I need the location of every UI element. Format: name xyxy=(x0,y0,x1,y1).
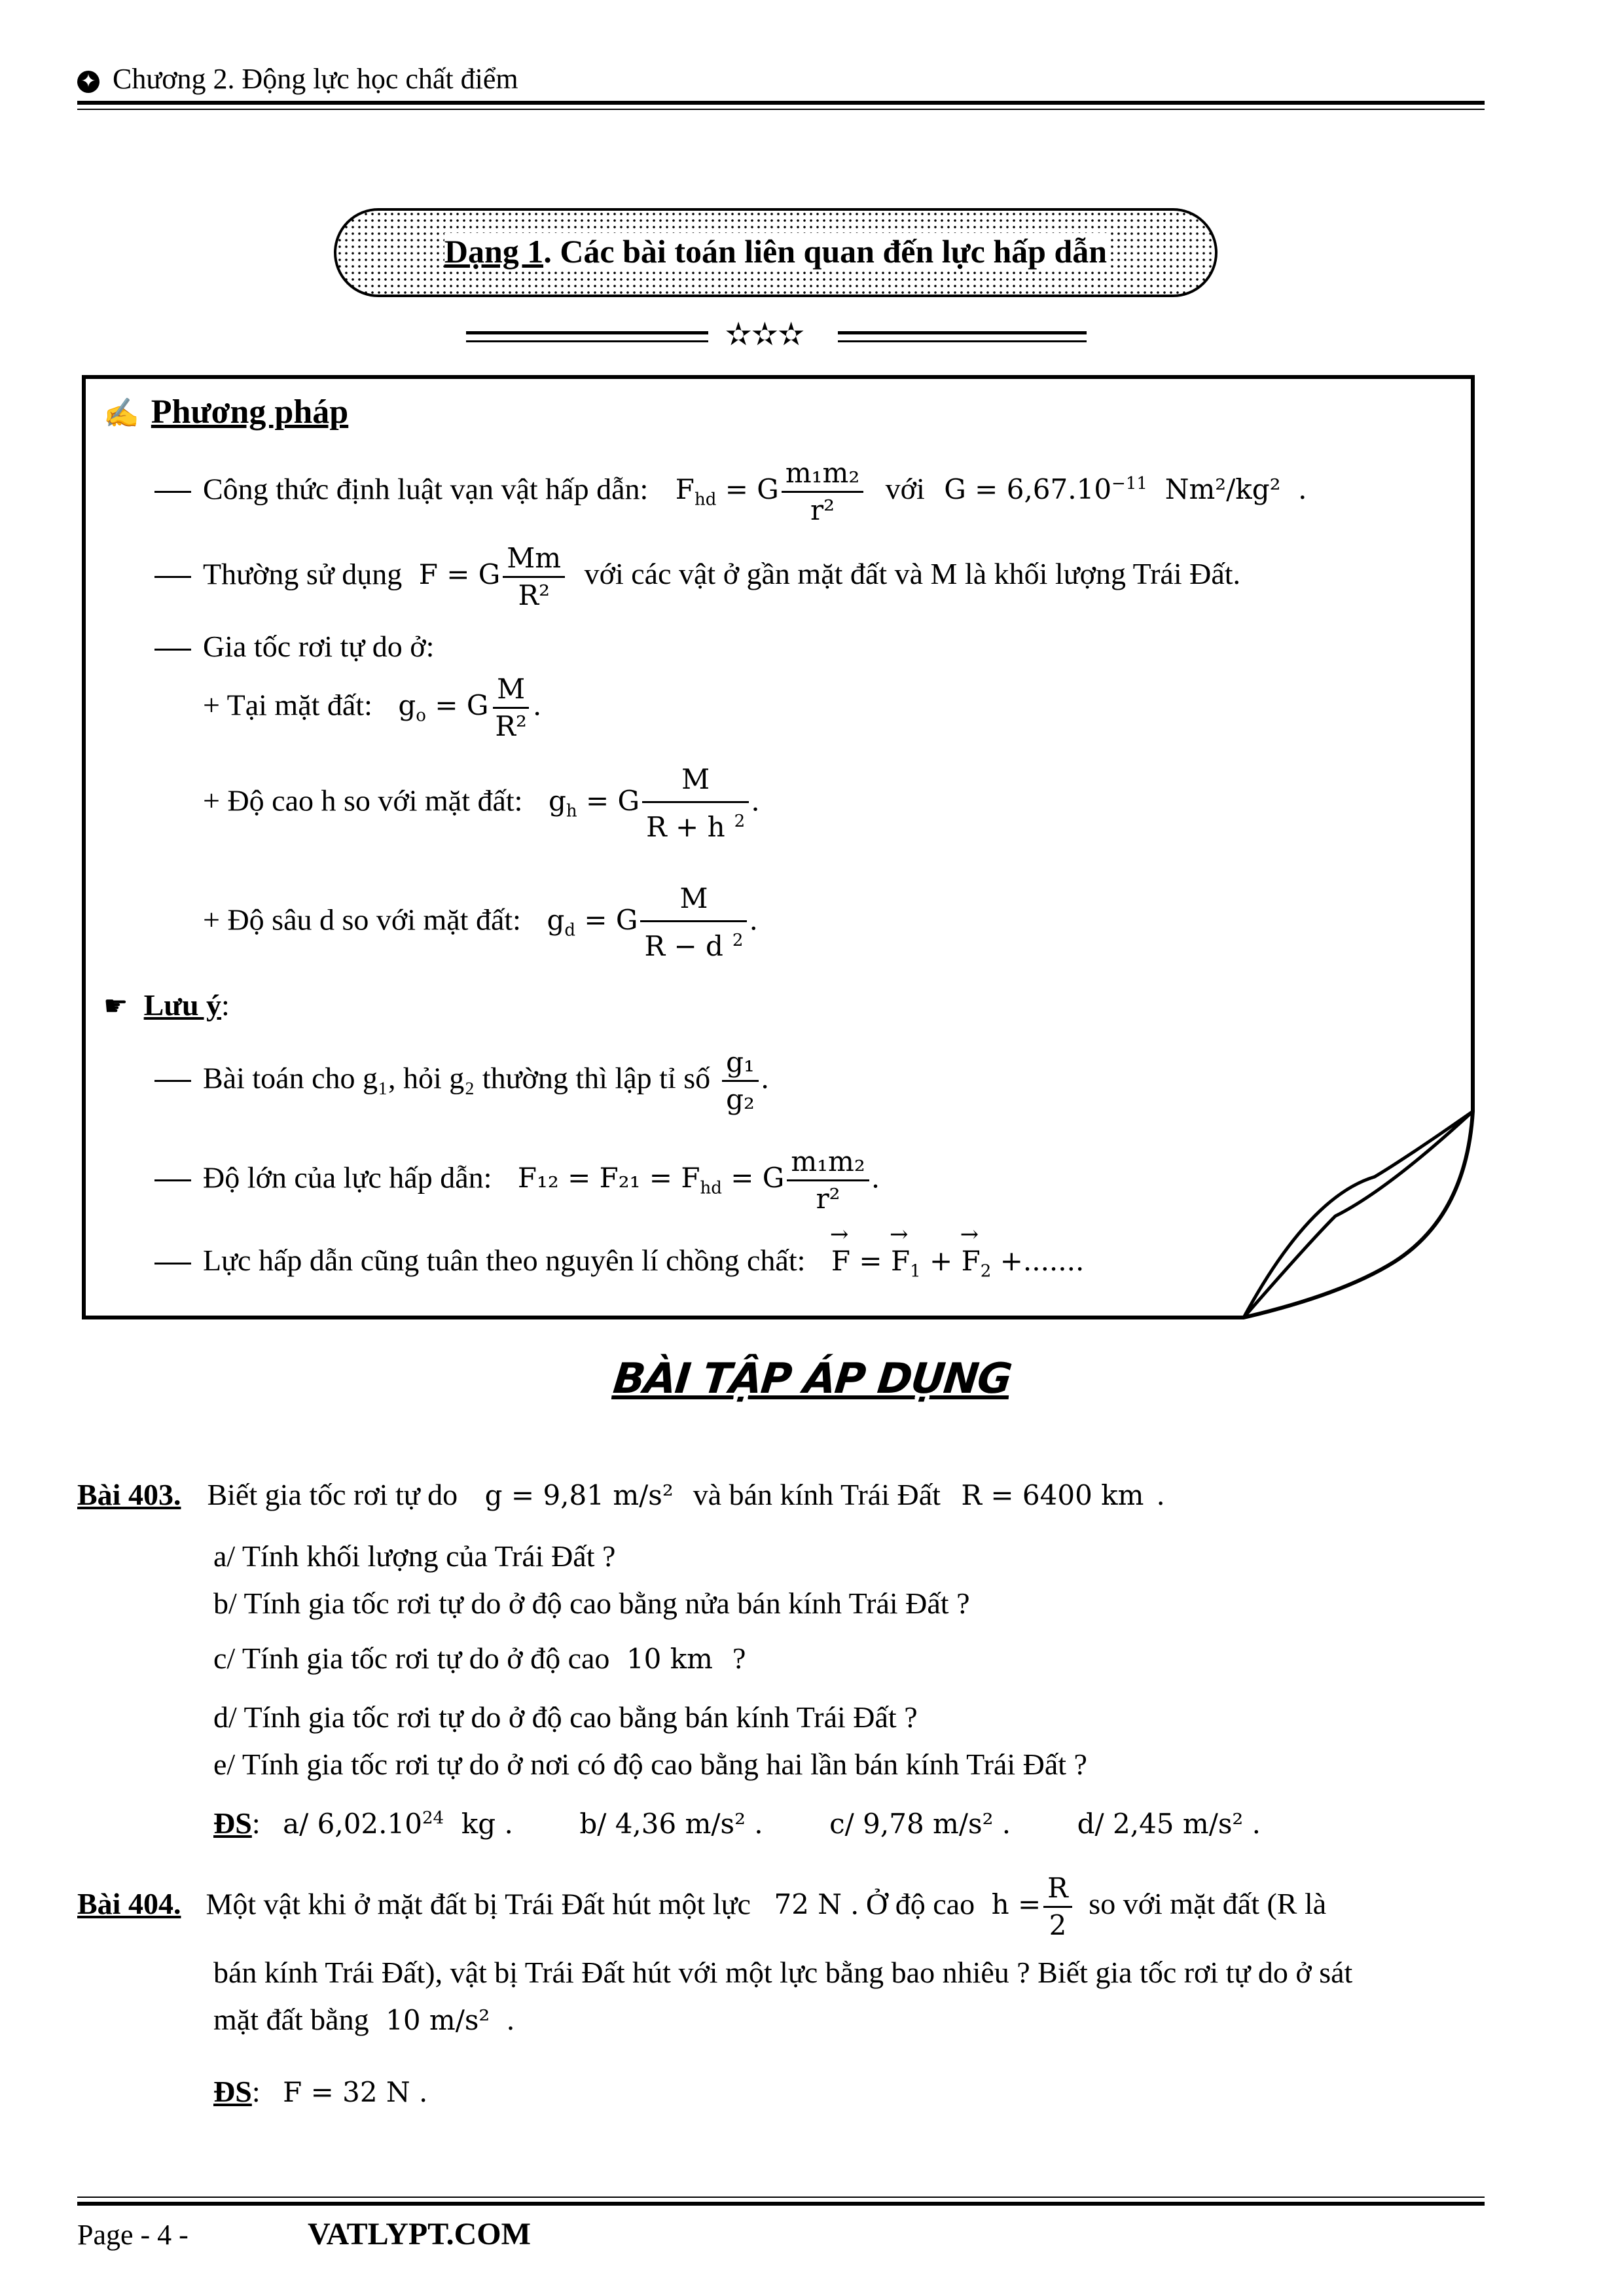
vector-F: → F xyxy=(831,1246,850,1277)
footer-site: VATLYPT.COM xyxy=(308,2217,531,2251)
fraction: $\frac{\text{m₁m₂}}{\text{r²}}$ xyxy=(782,458,863,526)
dang-label: Dạng 1 xyxy=(444,233,544,270)
hand-pencil-icon: ✍ xyxy=(103,397,139,429)
header-rule-thin xyxy=(77,109,1485,110)
bai404-line2: bán kính Trái Đất), vật bị Trái Đất hút với một lực bằng bao nhiêu ? Biết gia tốc rơi tự do ở sát xyxy=(213,1956,1353,1989)
fraction: $\frac{\text{m₁m₂}}{\text{r²}}$ xyxy=(787,1147,869,1214)
fraction: $\frac{M}{R - d ^2}$ xyxy=(640,884,747,961)
stars-rule-left-b xyxy=(466,340,708,342)
bai404-line1: Bài 404. Một vật khi ở mặt đất bị Trái Đất hút một lực 72 N . Ở độ cao h = $\frac{R}{2}$ so với mặt đất (R là xyxy=(77,1872,1327,1942)
note-line-superposition: Lực hấp dẫn cũng tuân theo nguyên lí chồng chất: → F = → $F_1$ + → $F_2$ +....... xyxy=(154,1244,1084,1278)
bai403-c: c/ Tính gia tốc rơi tự do ở độ cao 10 km ? xyxy=(213,1641,746,1675)
footer-page-number: Page - 4 - xyxy=(77,2219,189,2251)
fraction: $\frac{R}{2}$ xyxy=(1043,1873,1072,1941)
chapter-title: Chương 2. Động lực học chất điểm xyxy=(113,63,518,95)
fraction: $\frac{\text{g₁}}{\text{g₂}}$ xyxy=(722,1047,759,1115)
fraction: $\frac{M}{R + h ^2}$ xyxy=(642,764,749,842)
method-line-gd: + Độ sâu d so với mặt đất: $g_d = G$ $\frac{M}{R - d ^2}$ . xyxy=(203,882,757,963)
note-heading: ☛ Lưu ý: xyxy=(103,988,230,1022)
method-line-gh: + Độ cao h so với mặt đất: $g_h = G$ $\frac{M}{R + h ^2}$ . xyxy=(203,763,759,844)
bai403-intro: Bài 403. Biết gia tốc rơi tự do g = 9,81 m/s² và bán kính Trái Đất R = 6400 km . xyxy=(77,1478,1164,1511)
method-line-surface-force: Thường sử dụng F = G $\frac{Mm}{\text{R²}}$ với các vật ở gần mặt đất và M là khối lượng Trái Đất. xyxy=(154,543,1240,611)
fraction: $\frac{Mm}{\text{R²}}$ xyxy=(503,543,565,611)
bai403-label: Bài 403. xyxy=(77,1478,181,1511)
stars-rule-right-b xyxy=(838,340,1087,342)
footer-rule-thick xyxy=(77,2202,1485,2206)
bai404-line3: mặt đất bằng 10 m/s² . xyxy=(213,2003,514,2036)
chapter-header xyxy=(77,63,518,96)
fraction: $\frac{M}{\text{R²}}$ xyxy=(491,674,530,742)
vector-F1: → $F_1$ xyxy=(891,1246,921,1277)
pointing-hand-icon: ☛ xyxy=(103,992,128,1022)
note-line-magnitude: Độ lớn của lực hấp dẫn: $F_{12} = F_{21} = F_{hd} = G$ $\frac{\text{m₁m₂}}{\text{r²}}$ . xyxy=(154,1147,879,1214)
section-title: BÀI TẬP ÁP DỤNG xyxy=(611,1355,1013,1403)
bai403-d: d/ Tính gia tốc rơi tự do ở độ cao bằng bán kính Trái Đất ? xyxy=(213,1700,918,1734)
stars-rule-right-a xyxy=(838,331,1087,334)
bai403-e: e/ Tính gia tốc rơi tự do ở nơi có độ cao bằng hai lần bán kính Trái Đất ? xyxy=(213,1748,1087,1781)
method-line-free-fall: Gia tốc rơi tự do ở: xyxy=(154,630,434,664)
star-circle-icon: ✦ xyxy=(77,71,99,93)
method-line-g0: + Tại mặt đất: $g_o = G$ $\frac{M}{\text{R²}}$ . xyxy=(203,673,541,743)
bai403-answer: ĐS: a/ 6,02.10$^{24}$ kg . b/ 4,36 m/s² . c/ 9,78 m/s² . d/ 2,45 m/s² . xyxy=(213,1806,1261,1840)
header-rule-thick xyxy=(77,101,1485,105)
bai403-a: a/ Tính khối lượng của Trái Đất ? xyxy=(213,1539,616,1573)
vector-F2: → $F_2$ xyxy=(962,1246,992,1277)
bai404-answer: ĐS: F = 32 N . xyxy=(213,2075,428,2108)
stars-divider: ✫✫✫ xyxy=(725,317,804,352)
bai403-b: b/ Tính gia tốc rơi tự do ở độ cao bằng nửa bán kính Trái Đất ? xyxy=(213,1587,970,1620)
dang-banner xyxy=(334,208,1218,297)
dang-title: . Các bài toán liên quan đến lực hấp dẫn xyxy=(543,233,1108,270)
bai404-label: Bài 404. xyxy=(77,1887,181,1921)
stars-rule-left-a xyxy=(466,331,708,334)
note-line-ratio: Bài toán cho g₁, hỏi g₂ thường thì lập tỉ số $\frac{\text{g₁}}{\text{g₂}}$ . xyxy=(154,1047,768,1115)
footer-rule-thin xyxy=(77,2197,1485,2198)
method-line-formula: Công thức định luật vạn vật hấp dẫn: $F_{hd} = G$ $\frac{\text{m₁m₂}}{\text{r²}}$ với $G = 6,67.10^{-11}$ Nm²/kg² . xyxy=(154,458,1307,526)
banner-title xyxy=(336,233,1215,271)
method-heading: ✍ Phương pháp xyxy=(103,393,349,431)
